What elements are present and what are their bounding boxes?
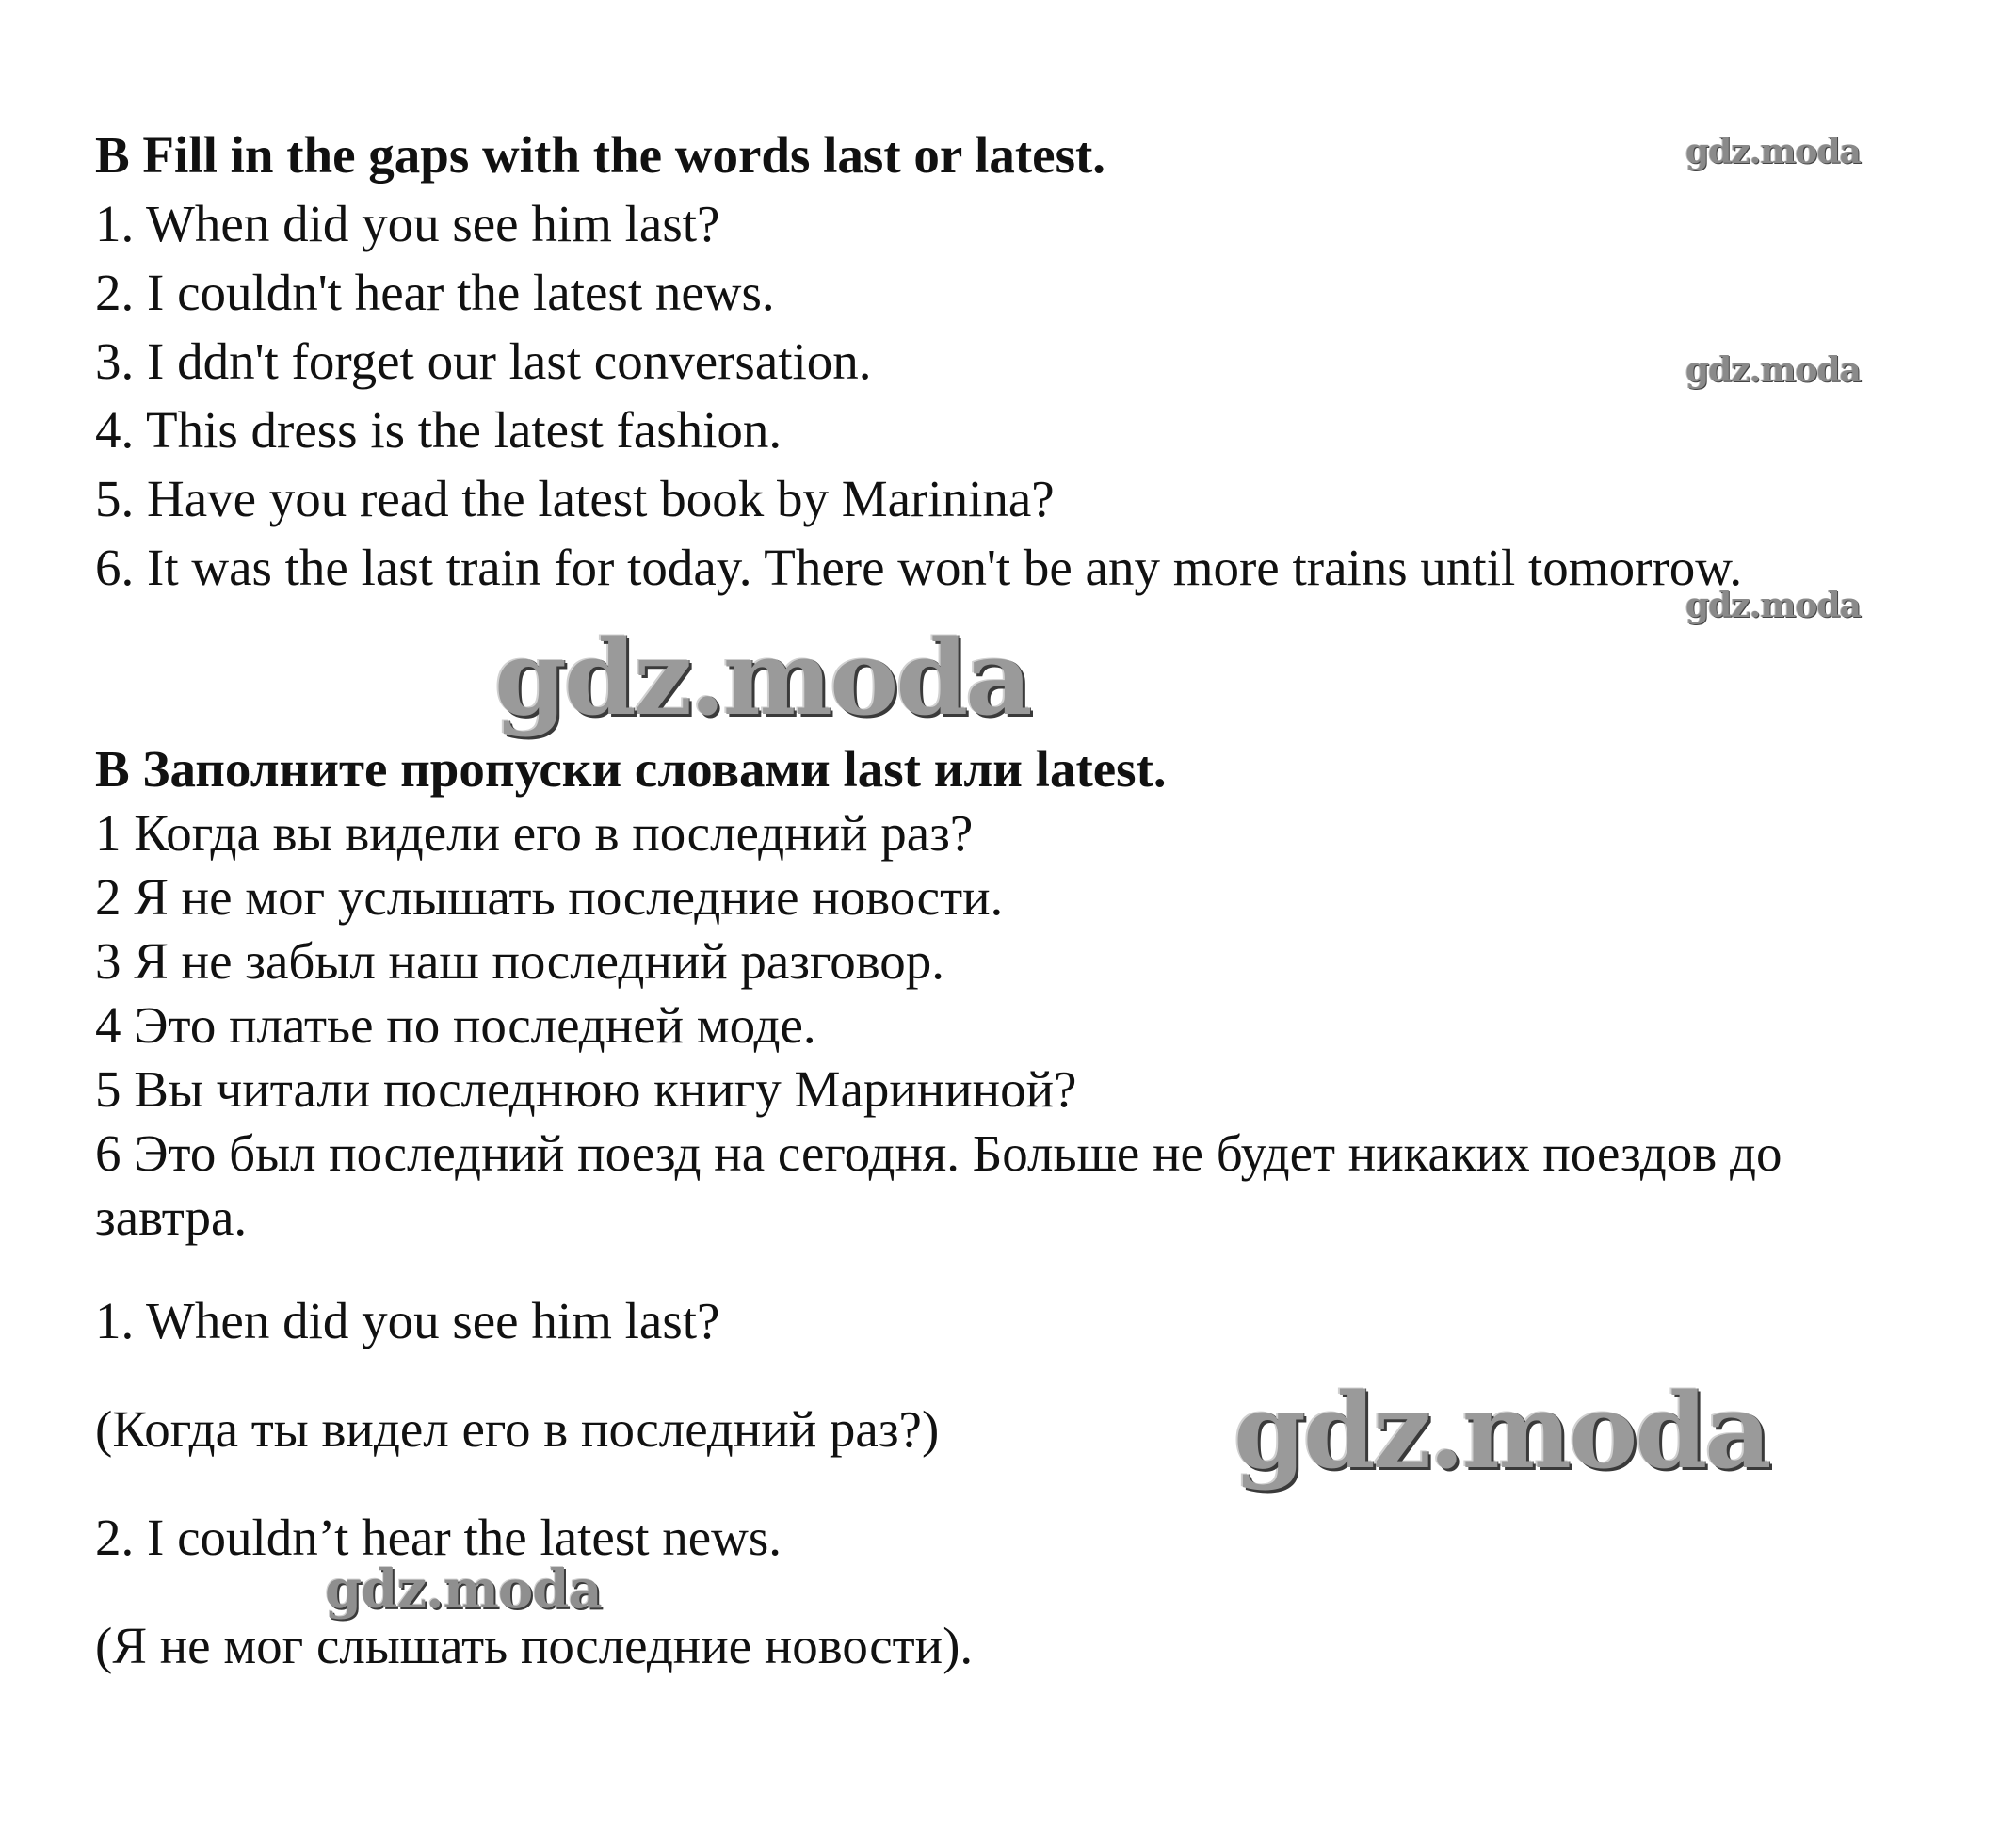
watermark: gdz.moda	[494, 617, 1030, 738]
watermark: gdz.moda	[1685, 586, 1861, 625]
exercise-heading-en: B Fill in the gaps with the words last or latest.	[95, 126, 1106, 184]
watermark: gdz.moda	[1685, 350, 1861, 390]
exercise-item-en-1: 1. When did you see him last?	[95, 195, 720, 252]
exercise-item-ru-3: 3 Я не забыл наш последний разговор.	[95, 932, 945, 990]
exercise-item-en-3: 3. I ddn't forget our last conversation.	[95, 332, 872, 390]
exercise-item-ru-4: 4 Это платье по последней моде.	[95, 996, 816, 1054]
exercise-item-ru-2: 2 Я не мог услышать последние новости.	[95, 868, 1004, 926]
exercise-item-ru-6: 6 Это был последний поезд на сегодня. Больше не будет никаких поездов до	[95, 1124, 1782, 1182]
watermark: gdz.moda	[1234, 1370, 1769, 1492]
example-translation-1: (Когда ты видел его в последний раз?)	[95, 1400, 940, 1458]
watermark: gdz.moda	[325, 1559, 602, 1621]
exercise-item-en-6: 6. It was the last train for today. There won't be any more trains until tomorrow.	[95, 539, 1743, 596]
exercise-item-en-2: 2. I couldn't hear the latest news.	[95, 264, 775, 321]
example-sentence-2: 2. I couldn’t hear the latest news.	[95, 1509, 782, 1566]
exercise-item-ru-6-cont: завтра.	[95, 1188, 248, 1246]
exercise-item-ru-1: 1 Когда вы видели его в последний раз?	[95, 804, 974, 862]
exercise-item-en-5: 5. Have you read the latest book by Marinina?	[95, 470, 1055, 527]
exercise-heading-ru: В Заполните пропуски словами last или latest.	[95, 740, 1167, 798]
exercise-item-en-4: 4. This dress is the latest fashion.	[95, 401, 782, 459]
exercise-item-ru-5: 5 Вы читали последнюю книгу Марининой?	[95, 1060, 1077, 1118]
example-translation-2: (Я не мог слышать последние новости).	[95, 1617, 974, 1674]
example-sentence-1: 1. When did you see him last?	[95, 1292, 720, 1349]
watermark: gdz.moda	[1685, 132, 1861, 171]
